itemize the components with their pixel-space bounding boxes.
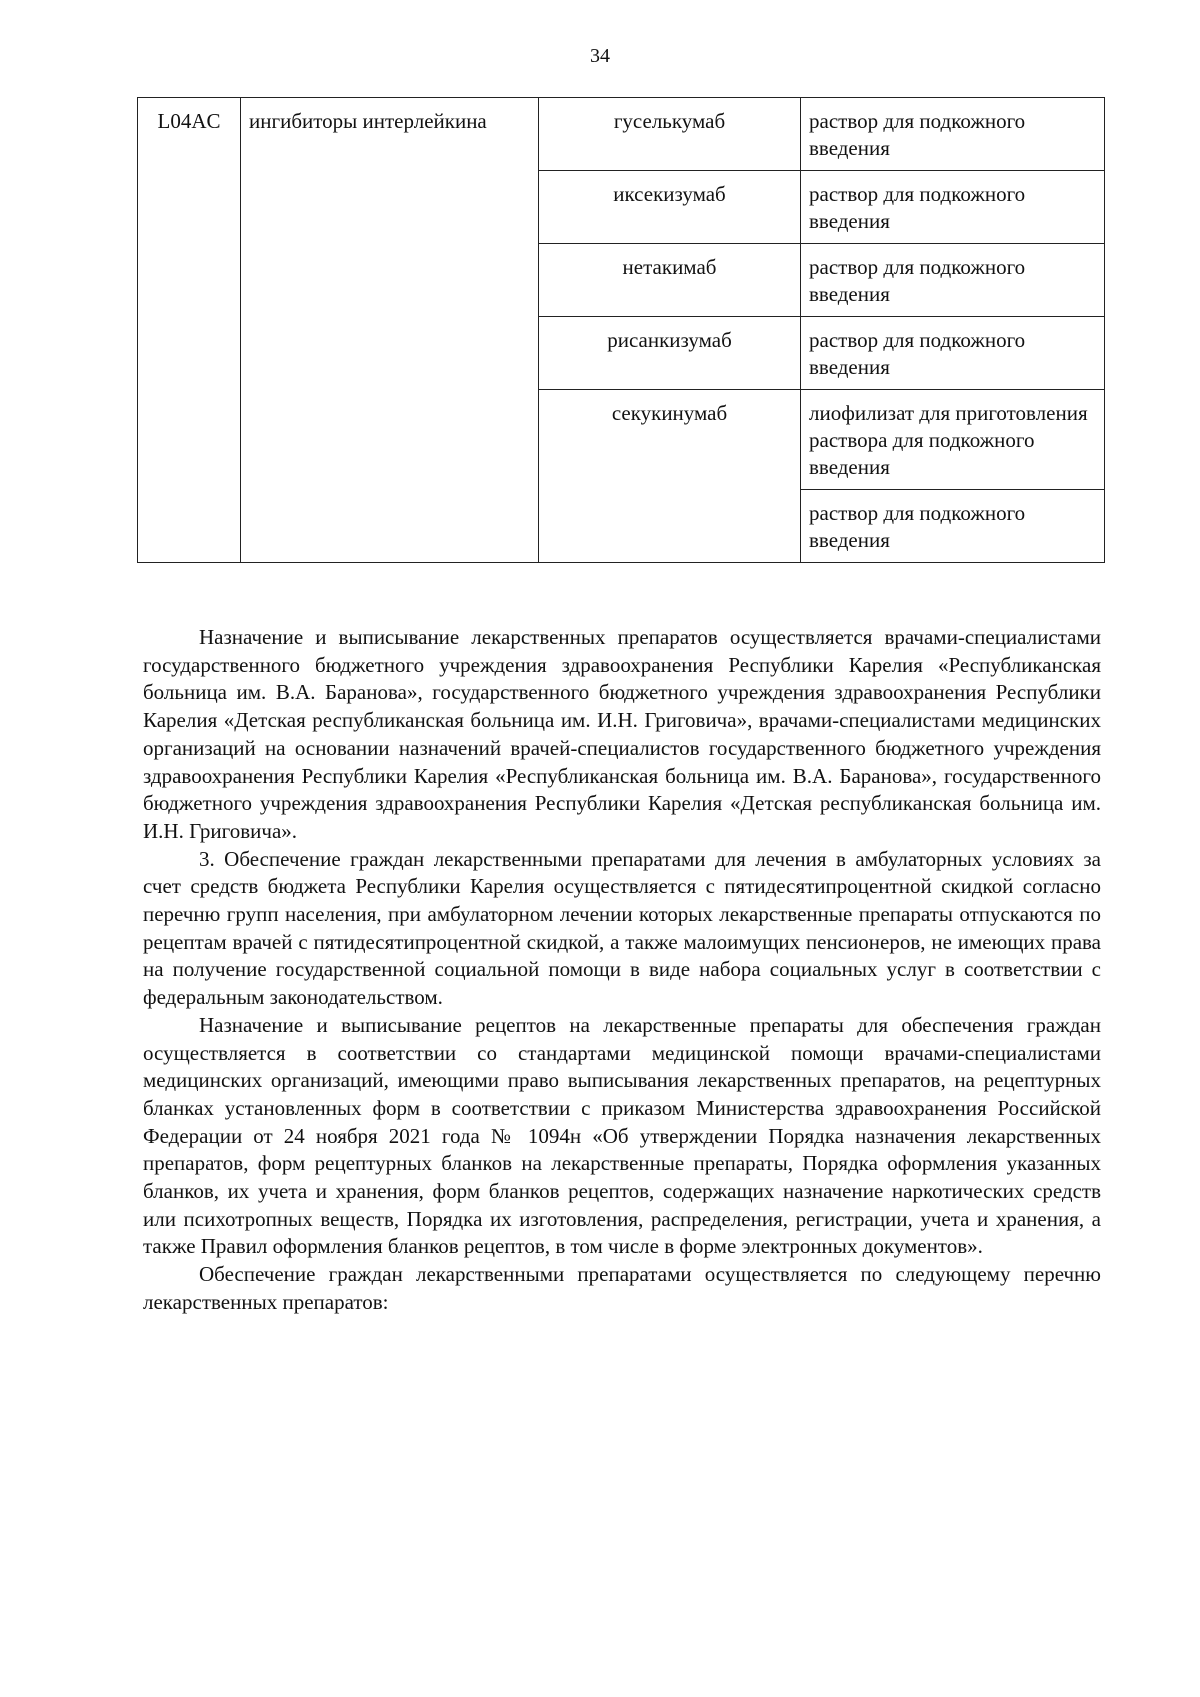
page-number: 34: [590, 45, 610, 67]
drug-table: [137, 97, 1105, 563]
paragraph: 3. Обеспечение граждан лекарственными препаратами для лечения в амбулаторных условиях за счет средств бюджета Республики Карелия осуществляется с пятидесятипроцентной скидкой согласно перечню групп населения, при амбулаторном лечении которых лекарственные препараты отпускаются по рецептам врачей с пятидесятипроцентной скидкой, а также малоимущих пенсионеров, не имеющих права на получение государственной социальной помощи в виде набора социальных услуг в соответствии с федеральным законодательством.: [143, 846, 1101, 1010]
dosage-form-cell: раствор для подкожного введения: [801, 244, 1105, 317]
paragraph: Назначение и выписывание рецептов на лекарственные препараты для обеспечения граждан осуществляется в соответствии со стандартами медицинской помощи врачами-специалистами медицинских организаций, имеющими право выписывания лекарственных препаратов, на рецептурных бланках установленных форм в соответствии с приказом Министерства здравоохранения Российской Федерации от 24 ноября 2021 года № 1094н «Об утверждении Порядка назначения лекарственных препаратов, форм рецептурных бланков на лекарственные препараты, Порядка оформления указанных бланков, их учета и хранения, форм бланков рецептов, содержащих назначение наркотических средств или психотропных веществ, Порядка их изготовления, распределения, регистрации, учета и хранения, а также Правил оформления бланков рецептов, в том числе в форме электронных документов».: [143, 1012, 1101, 1259]
drug-name-cell: секукинумаб: [539, 390, 801, 563]
atc-code-cell: L04AC: [138, 98, 241, 563]
dosage-form-cell: лиофилизат для приготовления раствора для подкожного введения: [801, 390, 1105, 490]
drug-name-cell: иксекизумаб: [539, 171, 801, 244]
dosage-form-cell: раствор для подкожного введения: [801, 317, 1105, 390]
dosage-form-cell: раствор для подкожного введения: [801, 98, 1105, 171]
dosage-form-cell: раствор для подкожного введения: [801, 490, 1105, 563]
drug-name-cell: нетакимаб: [539, 244, 801, 317]
dosage-form-cell: раствор для подкожного введения: [801, 171, 1105, 244]
drug-group-cell: ингибиторы интерлейкина: [241, 98, 539, 563]
body-text: [143, 624, 1101, 1317]
drug-name-cell: гуселькумаб: [539, 98, 801, 171]
table-row: [138, 98, 1105, 171]
paragraph: Назначение и выписывание лекарственных препаратов осуществляется врачами-специалистами государственного бюджетного учреждения здравоохранения Республики Карелия «Республиканская больница им. В.А. Баранова», государственного бюджетного учреждения здравоохранения Республики Карелия «Детская республиканская больница им. И.Н. Григовича», врачами-специалистами медицинских организаций на основании назначений врачей-специалистов государственного бюджетного учреждения здравоохранения Республики Карелия «Республиканская больница им. В.А. Баранова», государственного бюджетного учреждения здравоохранения Республики Карелия «Детская республиканская больница им. И.Н. Григовича».: [143, 625, 1101, 843]
paragraph: Обеспечение граждан лекарственными препаратами осуществляется по следующему перечню лекарственных препаратов:: [143, 1262, 1101, 1314]
drug-name-cell: рисанкизумаб: [539, 317, 801, 390]
